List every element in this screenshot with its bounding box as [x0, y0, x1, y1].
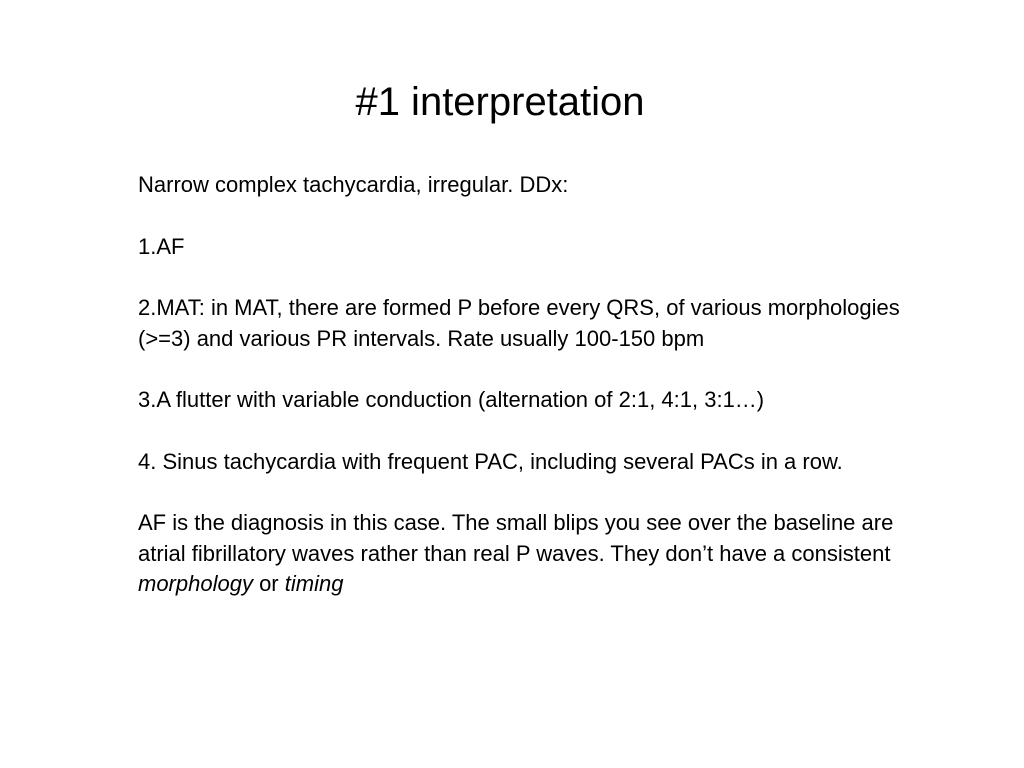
conclusion-emphasis-morphology: morphology — [138, 571, 253, 596]
ddx-item-flutter: 3.A flutter with variable conduction (alternation of 2:1, 4:1, 3:1…) — [138, 387, 765, 412]
conclusion-emphasis-timing: timing — [284, 571, 344, 596]
conclusion-joiner: or — [252, 571, 285, 596]
ddx-item-sinus-tachycardia: 4. Sinus tachycardia with frequent PAC, including several PACs in a row. — [138, 448, 843, 474]
slide-title: #1 interpretation — [355, 80, 645, 124]
ddx-item-mat: 2.MAT: in MAT, there are formed P before every QRS, of various morphologies (>=3) and various PR intervals. Rate usually 100-150 bpm — [138, 295, 900, 351]
ddx-intro: Narrow complex tachycardia, irregular. DDx: — [138, 172, 569, 197]
ddx-item-af: 1.AF — [138, 233, 185, 259]
slide-body — [138, 170, 918, 631]
conclusion — [138, 508, 918, 600]
conclusion-text: AF is the diagnosis in this case. The small blips you see over the baseline are atrial fibrillatory waves rather than real P waves. They don’t have a consistent — [138, 510, 894, 566]
